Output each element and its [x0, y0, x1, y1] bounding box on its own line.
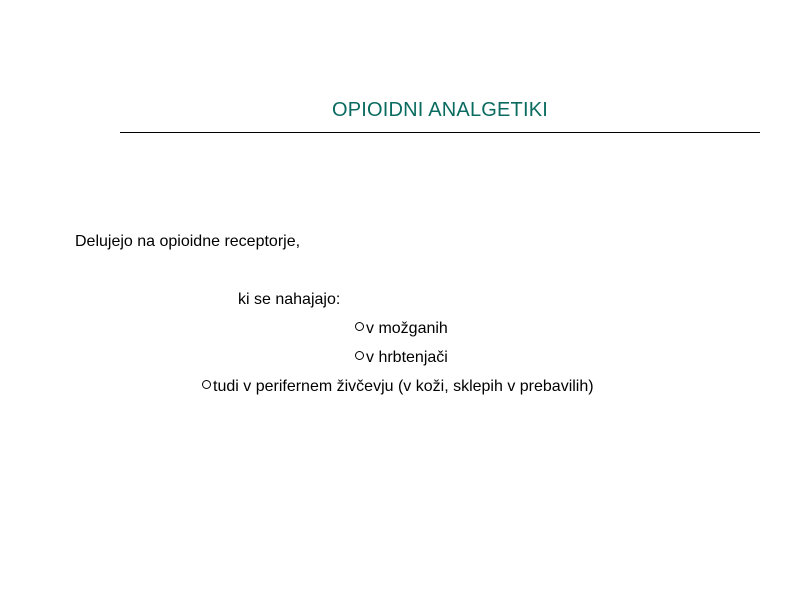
list-item: [355, 348, 448, 368]
list-item: [355, 319, 448, 339]
circle-bullet-icon: [355, 322, 364, 331]
list-item-text: v hrbtenjači: [366, 349, 448, 366]
list-item-text: v možganih: [366, 320, 448, 337]
intro-text: Delujejo na opioidne receptorje,: [75, 233, 301, 250]
list-item: [202, 377, 594, 397]
list-item-text: tudi v perifernem živčevju (v koži, sklepih v prebavilih): [213, 378, 594, 395]
circle-bullet-icon: [355, 351, 364, 360]
subheading-text: ki se nahajajo:: [238, 291, 341, 308]
slide-title: OPIOIDNI ANALGETIKI: [331, 99, 549, 121]
title-divider: [120, 132, 760, 133]
circle-bullet-icon: [202, 380, 211, 389]
